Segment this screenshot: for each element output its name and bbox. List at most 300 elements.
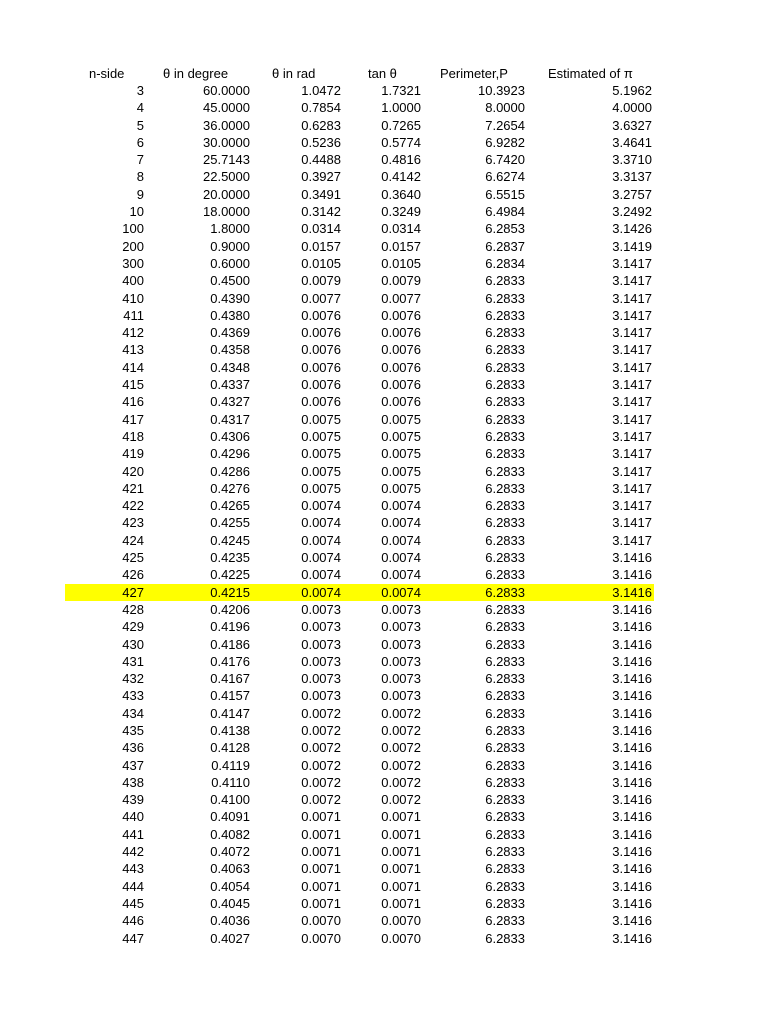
perimeter-cell: 6.2833	[485, 342, 525, 358]
theta-degree-cell: 0.4186	[210, 636, 250, 652]
theta-rad-cell: 0.0070	[301, 913, 341, 929]
tan-theta-cell: 0.4816	[381, 152, 421, 168]
tan-theta-cell: 0.0075	[381, 480, 421, 496]
theta-degree-cell: 0.4296	[210, 446, 250, 462]
theta-rad-cell: 0.0071	[301, 878, 341, 894]
header-theta-degree: θ in degree	[163, 66, 229, 81]
n-side-cell: 422	[122, 498, 144, 514]
theta-rad-cell: 0.0073	[301, 636, 341, 652]
perimeter-cell: 6.2833	[485, 809, 525, 825]
theta-degree-cell: 0.4100	[210, 792, 250, 808]
header-tan-theta: tan θ	[368, 66, 397, 81]
table-row	[0, 705, 768, 722]
table-row	[0, 826, 768, 843]
n-side-cell: 433	[122, 688, 144, 704]
tan-theta-cell: 0.0071	[381, 809, 421, 825]
estimated-pi-cell: 3.1416	[612, 809, 652, 825]
theta-rad-cell: 0.0075	[301, 446, 341, 462]
tan-theta-cell: 0.0072	[381, 722, 421, 738]
theta-degree-cell: 0.4072	[210, 844, 250, 860]
n-side-cell: 438	[122, 774, 144, 790]
theta-degree-cell: 0.4027	[210, 930, 250, 946]
estimated-pi-cell: 3.1417	[612, 273, 652, 289]
estimated-pi-cell: 3.6327	[612, 117, 652, 133]
tan-theta-cell: 0.0076	[381, 342, 421, 358]
table-row	[0, 445, 768, 462]
estimated-pi-cell: 3.1416	[612, 930, 652, 946]
n-side-cell: 414	[122, 359, 144, 375]
theta-rad-cell: 0.0314	[301, 221, 341, 237]
tan-theta-cell: 0.0072	[381, 705, 421, 721]
table-row	[0, 151, 768, 168]
table-row	[0, 99, 768, 116]
tan-theta-cell: 0.0072	[381, 774, 421, 790]
theta-rad-cell: 0.5236	[301, 134, 341, 150]
theta-rad-cell: 0.0074	[301, 567, 341, 583]
n-side-cell: 100	[122, 221, 144, 237]
estimated-pi-cell: 3.1416	[612, 601, 652, 617]
estimated-pi-cell: 3.1417	[612, 498, 652, 514]
theta-degree-cell: 0.4390	[210, 290, 250, 306]
estimated-pi-cell: 3.2757	[612, 186, 652, 202]
theta-degree-cell: 0.9000	[210, 238, 250, 254]
n-side-cell: 10	[129, 204, 144, 220]
estimated-pi-cell: 3.1416	[612, 757, 652, 773]
estimated-pi-cell: 3.1416	[612, 740, 652, 756]
theta-degree-cell: 60.0000	[203, 83, 250, 98]
theta-rad-cell: 0.0071	[301, 861, 341, 877]
estimated-pi-cell: 3.3137	[612, 169, 652, 185]
table-row	[0, 238, 768, 255]
perimeter-cell: 6.2833	[485, 463, 525, 479]
theta-rad-cell: 0.0079	[301, 273, 341, 289]
theta-rad-cell: 1.0472	[301, 83, 341, 98]
perimeter-cell: 6.2833	[485, 861, 525, 877]
n-side-cell: 413	[122, 342, 144, 358]
tan-theta-cell: 0.0071	[381, 844, 421, 860]
table-row	[0, 220, 768, 237]
theta-degree-cell: 0.4206	[210, 601, 250, 617]
perimeter-cell: 6.2833	[485, 394, 525, 410]
theta-degree-cell: 0.4327	[210, 394, 250, 410]
perimeter-cell: 6.2833	[485, 895, 525, 911]
theta-rad-cell: 0.0073	[301, 688, 341, 704]
tan-theta-cell: 0.0105	[381, 255, 421, 271]
tan-theta-cell: 0.0072	[381, 757, 421, 773]
table-row	[0, 272, 768, 289]
tan-theta-cell: 0.0075	[381, 446, 421, 462]
theta-degree-cell: 0.4147	[210, 705, 250, 721]
tan-theta-cell: 0.0072	[381, 740, 421, 756]
tan-theta-cell: 0.0073	[381, 619, 421, 635]
theta-rad-cell: 0.6283	[301, 117, 341, 133]
perimeter-cell: 6.2853	[485, 221, 525, 237]
estimated-pi-cell: 3.1417	[612, 515, 652, 531]
tan-theta-cell: 0.0076	[381, 359, 421, 375]
theta-rad-cell: 0.0072	[301, 757, 341, 773]
tan-theta-cell: 0.0074	[381, 532, 421, 548]
theta-rad-cell: 0.0072	[301, 722, 341, 738]
perimeter-cell: 6.2833	[485, 377, 525, 393]
tan-theta-cell: 0.0073	[381, 601, 421, 617]
n-side-cell: 421	[122, 480, 144, 496]
n-side-cell: 432	[122, 671, 144, 687]
estimated-pi-cell: 3.2492	[612, 204, 652, 220]
theta-rad-cell: 0.0074	[301, 550, 341, 566]
theta-degree-cell: 0.4176	[210, 653, 250, 669]
estimated-pi-cell: 3.1417	[612, 342, 652, 358]
estimated-pi-cell: 3.1417	[612, 463, 652, 479]
table-row	[0, 255, 768, 272]
estimated-pi-cell: 3.3710	[612, 152, 652, 168]
theta-rad-cell: 0.0076	[301, 325, 341, 341]
theta-degree-cell: 0.4196	[210, 619, 250, 635]
theta-degree-cell: 0.4235	[210, 550, 250, 566]
n-side-cell: 423	[122, 515, 144, 531]
estimated-pi-cell: 3.1417	[612, 255, 652, 271]
tan-theta-cell: 0.0076	[381, 377, 421, 393]
theta-rad-cell: 0.0073	[301, 601, 341, 617]
header-perimeter: Perimeter,P	[440, 66, 508, 81]
estimated-pi-cell: 3.1416	[612, 567, 652, 583]
perimeter-cell: 6.7420	[485, 152, 525, 168]
theta-degree-cell: 0.4286	[210, 463, 250, 479]
theta-rad-cell: 0.0073	[301, 671, 341, 687]
n-side-cell: 443	[122, 861, 144, 877]
tan-theta-cell: 0.0070	[381, 913, 421, 929]
perimeter-cell: 6.2833	[485, 428, 525, 444]
estimated-pi-cell: 3.1417	[612, 394, 652, 410]
estimated-pi-cell: 3.1416	[612, 584, 652, 600]
estimated-pi-cell: 3.1416	[612, 913, 652, 929]
theta-degree-cell: 20.0000	[203, 186, 250, 202]
theta-degree-cell: 0.4110	[211, 774, 250, 790]
estimated-pi-cell: 3.1416	[612, 844, 652, 860]
tan-theta-cell: 0.0076	[381, 325, 421, 341]
theta-degree-cell: 1.8000	[210, 221, 250, 237]
theta-degree-cell: 0.4358	[210, 342, 250, 358]
tan-theta-cell: 0.0073	[381, 671, 421, 687]
estimated-pi-cell: 3.1416	[612, 722, 652, 738]
table-row	[0, 791, 768, 808]
perimeter-cell: 6.2833	[485, 688, 525, 704]
table-row	[0, 480, 768, 497]
estimated-pi-cell: 3.1417	[612, 446, 652, 462]
theta-rad-cell: 0.0074	[301, 584, 341, 600]
table-row	[0, 393, 768, 410]
theta-degree-cell: 0.4091	[210, 809, 250, 825]
n-side-cell: 442	[122, 844, 144, 860]
theta-rad-cell: 0.0075	[301, 411, 341, 427]
theta-degree-cell: 36.0000	[203, 117, 250, 133]
tan-theta-cell: 0.0314	[381, 221, 421, 237]
table-row	[0, 497, 768, 514]
table-row	[0, 203, 768, 220]
table-row	[0, 411, 768, 428]
perimeter-cell: 6.9282	[485, 134, 525, 150]
perimeter-cell: 6.2833	[485, 878, 525, 894]
perimeter-cell: 6.2833	[485, 757, 525, 773]
tan-theta-cell: 0.0070	[381, 930, 421, 946]
table-row	[0, 359, 768, 376]
theta-rad-cell: 0.0157	[301, 238, 341, 254]
perimeter-cell: 6.2833	[485, 705, 525, 721]
estimated-pi-cell: 4.0000	[612, 100, 652, 116]
tan-theta-cell: 0.0074	[381, 567, 421, 583]
theta-degree-cell: 0.4128	[210, 740, 250, 756]
estimated-pi-cell: 3.1416	[612, 705, 652, 721]
estimated-pi-cell: 3.1416	[612, 550, 652, 566]
theta-degree-cell: 30.0000	[203, 134, 250, 150]
perimeter-cell: 6.2833	[485, 913, 525, 929]
perimeter-cell: 6.2833	[485, 722, 525, 738]
tan-theta-cell: 0.3249	[381, 204, 421, 220]
table-row-highlighted	[0, 584, 768, 601]
table-row	[0, 290, 768, 307]
estimated-pi-cell: 3.1416	[612, 636, 652, 652]
perimeter-cell: 6.2833	[485, 325, 525, 341]
table-row	[0, 930, 768, 947]
n-side-cell: 439	[122, 792, 144, 808]
theta-degree-cell: 0.4348	[210, 359, 250, 375]
perimeter-cell: 6.2833	[485, 792, 525, 808]
estimated-pi-cell: 3.4641	[612, 134, 652, 150]
n-side-cell: 200	[122, 238, 144, 254]
estimated-pi-cell: 3.1426	[612, 221, 652, 237]
perimeter-cell: 6.2833	[485, 671, 525, 687]
theta-rad-cell: 0.0074	[301, 515, 341, 531]
table-row	[0, 514, 768, 531]
theta-degree-cell: 0.4306	[210, 428, 250, 444]
tan-theta-cell: 0.0076	[381, 394, 421, 410]
perimeter-cell: 6.2833	[485, 567, 525, 583]
theta-rad-cell: 0.3142	[301, 204, 341, 220]
tan-theta-cell: 0.0073	[381, 636, 421, 652]
theta-degree-cell: 0.4369	[210, 325, 250, 341]
perimeter-cell: 6.4984	[485, 204, 525, 220]
tan-theta-cell: 0.0079	[381, 273, 421, 289]
perimeter-cell: 6.6274	[485, 169, 525, 185]
theta-rad-cell: 0.0071	[301, 826, 341, 842]
header-estimated-pi: Estimated of π	[548, 66, 633, 81]
theta-rad-cell: 0.0071	[301, 895, 341, 911]
theta-rad-cell: 0.0075	[301, 480, 341, 496]
n-side-cell: 5	[136, 117, 144, 133]
tan-theta-cell: 0.0071	[381, 861, 421, 877]
table-row	[0, 186, 768, 203]
estimated-pi-cell: 3.1416	[612, 878, 652, 894]
theta-rad-cell: 0.0072	[301, 792, 341, 808]
theta-rad-cell: 0.0072	[301, 774, 341, 790]
theta-rad-cell: 0.0076	[301, 377, 341, 393]
table-row	[0, 722, 768, 739]
tan-theta-cell: 0.0074	[381, 550, 421, 566]
table-row	[0, 549, 768, 566]
theta-degree-cell: 0.4500	[210, 273, 250, 289]
theta-degree-cell: 0.4138	[210, 722, 250, 738]
tan-theta-cell: 0.0074	[381, 584, 421, 600]
estimated-pi-cell: 3.1417	[612, 359, 652, 375]
table-row	[0, 860, 768, 877]
perimeter-cell: 6.2833	[485, 498, 525, 514]
theta-rad-cell: 0.7854	[301, 100, 341, 116]
theta-rad-cell: 0.0076	[301, 342, 341, 358]
n-side-cell: 445	[122, 895, 144, 911]
theta-rad-cell: 0.0077	[301, 290, 341, 306]
estimated-pi-cell: 3.1416	[612, 671, 652, 687]
theta-rad-cell: 0.0076	[301, 394, 341, 410]
theta-rad-cell: 0.0076	[301, 307, 341, 323]
table-row	[0, 774, 768, 791]
theta-degree-cell: 0.4045	[210, 895, 250, 911]
n-side-cell: 446	[122, 913, 144, 929]
theta-rad-cell: 0.3927	[301, 169, 341, 185]
tan-theta-cell: 0.0074	[381, 498, 421, 514]
n-side-cell: 441	[122, 826, 144, 842]
estimated-pi-cell: 3.1416	[612, 653, 652, 669]
theta-degree-cell: 0.4054	[210, 878, 250, 894]
n-side-cell: 7	[136, 152, 144, 168]
table-row	[0, 739, 768, 756]
n-side-cell: 419	[122, 446, 144, 462]
estimated-pi-cell: 3.1417	[612, 290, 652, 306]
n-side-cell: 420	[122, 463, 144, 479]
tan-theta-cell: 0.0072	[381, 792, 421, 808]
theta-degree-cell: 0.4036	[210, 913, 250, 929]
tan-theta-cell: 0.5774	[381, 134, 421, 150]
estimated-pi-cell: 3.1416	[612, 792, 652, 808]
estimated-pi-cell: 3.1417	[612, 325, 652, 341]
tan-theta-cell: 0.0157	[381, 238, 421, 254]
theta-rad-cell: 0.0074	[301, 532, 341, 548]
perimeter-cell: 8.0000	[485, 100, 525, 116]
n-side-cell: 418	[122, 428, 144, 444]
n-side-cell: 437	[122, 757, 144, 773]
perimeter-cell: 6.2833	[485, 740, 525, 756]
perimeter-cell: 6.2833	[485, 480, 525, 496]
estimated-pi-cell: 3.1416	[612, 774, 652, 790]
theta-rad-cell: 0.0075	[301, 463, 341, 479]
tan-theta-cell: 0.0073	[381, 653, 421, 669]
perimeter-cell: 6.5515	[485, 186, 525, 202]
n-side-cell: 3	[136, 83, 144, 98]
table-row	[0, 341, 768, 358]
theta-degree-cell: 0.4276	[210, 480, 250, 496]
theta-rad-cell: 0.0073	[301, 619, 341, 635]
tan-theta-cell: 0.0075	[381, 411, 421, 427]
theta-degree-cell: 0.4337	[210, 377, 250, 393]
n-side-cell: 400	[122, 273, 144, 289]
estimated-pi-cell: 3.1417	[612, 428, 652, 444]
n-side-cell: 429	[122, 619, 144, 635]
theta-degree-cell: 0.4119	[211, 757, 250, 773]
n-side-cell: 416	[122, 394, 144, 410]
theta-rad-cell: 0.0076	[301, 359, 341, 375]
tan-theta-cell: 0.0076	[381, 307, 421, 323]
theta-degree-cell: 0.4245	[210, 532, 250, 548]
table-row	[0, 670, 768, 687]
estimated-pi-cell: 3.1416	[612, 895, 652, 911]
theta-rad-cell: 0.4488	[301, 152, 341, 168]
n-side-cell: 435	[122, 722, 144, 738]
n-side-cell: 8	[136, 169, 144, 185]
n-side-cell: 428	[122, 601, 144, 617]
theta-rad-cell: 0.0105	[301, 255, 341, 271]
theta-rad-cell: 0.0074	[301, 498, 341, 514]
perimeter-cell: 6.2834	[485, 255, 525, 271]
perimeter-cell: 6.2833	[485, 515, 525, 531]
perimeter-cell: 6.2833	[485, 619, 525, 635]
theta-degree-cell: 0.4255	[210, 515, 250, 531]
theta-rad-cell: 0.0071	[301, 809, 341, 825]
n-side-cell: 447	[122, 930, 144, 946]
table-row	[0, 566, 768, 583]
estimated-pi-cell: 3.1416	[612, 861, 652, 877]
theta-degree-cell: 0.4157	[210, 688, 250, 704]
theta-rad-cell: 0.3491	[301, 186, 341, 202]
n-side-cell: 444	[122, 878, 144, 894]
n-side-cell: 9	[136, 186, 144, 202]
n-side-cell: 434	[122, 705, 144, 721]
tan-theta-cell: 0.0073	[381, 688, 421, 704]
table-row	[0, 532, 768, 549]
theta-degree-cell: 0.4082	[210, 826, 250, 842]
table-body	[0, 82, 768, 947]
table-row	[0, 428, 768, 445]
tan-theta-cell: 0.0075	[381, 463, 421, 479]
perimeter-cell: 6.2833	[485, 601, 525, 617]
theta-degree-cell: 0.6000	[210, 255, 250, 271]
estimated-pi-cell: 5.1962	[612, 83, 652, 98]
n-side-cell: 415	[122, 377, 144, 393]
n-side-cell: 6	[136, 134, 144, 150]
perimeter-cell: 6.2833	[485, 290, 525, 306]
table-row	[0, 168, 768, 185]
estimated-pi-cell: 3.1417	[612, 480, 652, 496]
table-row	[0, 843, 768, 860]
table-row	[0, 653, 768, 670]
header-theta-rad: θ in rad	[272, 66, 316, 81]
theta-rad-cell: 0.0075	[301, 428, 341, 444]
perimeter-cell: 6.2833	[485, 446, 525, 462]
estimated-pi-cell: 3.1419	[612, 238, 652, 254]
table-row	[0, 82, 768, 99]
perimeter-cell: 6.2833	[485, 930, 525, 946]
tan-theta-cell: 0.0071	[381, 826, 421, 842]
perimeter-cell: 6.2833	[485, 550, 525, 566]
table-row	[0, 757, 768, 774]
estimated-pi-cell: 3.1417	[612, 307, 652, 323]
table-row	[0, 307, 768, 324]
tan-theta-cell: 0.0071	[381, 878, 421, 894]
table-row	[0, 324, 768, 341]
n-side-cell: 424	[122, 532, 144, 548]
n-side-cell: 430	[122, 636, 144, 652]
perimeter-cell: 6.2833	[485, 826, 525, 842]
table-row	[0, 618, 768, 635]
tan-theta-cell: 0.0071	[381, 895, 421, 911]
n-side-cell: 426	[122, 567, 144, 583]
perimeter-cell: 6.2833	[485, 844, 525, 860]
perimeter-cell: 6.2833	[485, 653, 525, 669]
table-row	[0, 636, 768, 653]
perimeter-cell: 6.2833	[485, 359, 525, 375]
perimeter-cell: 6.2837	[485, 238, 525, 254]
perimeter-cell: 6.2833	[485, 774, 525, 790]
table-row	[0, 687, 768, 704]
estimated-pi-cell: 3.1417	[612, 411, 652, 427]
estimated-pi-cell: 3.1417	[612, 532, 652, 548]
